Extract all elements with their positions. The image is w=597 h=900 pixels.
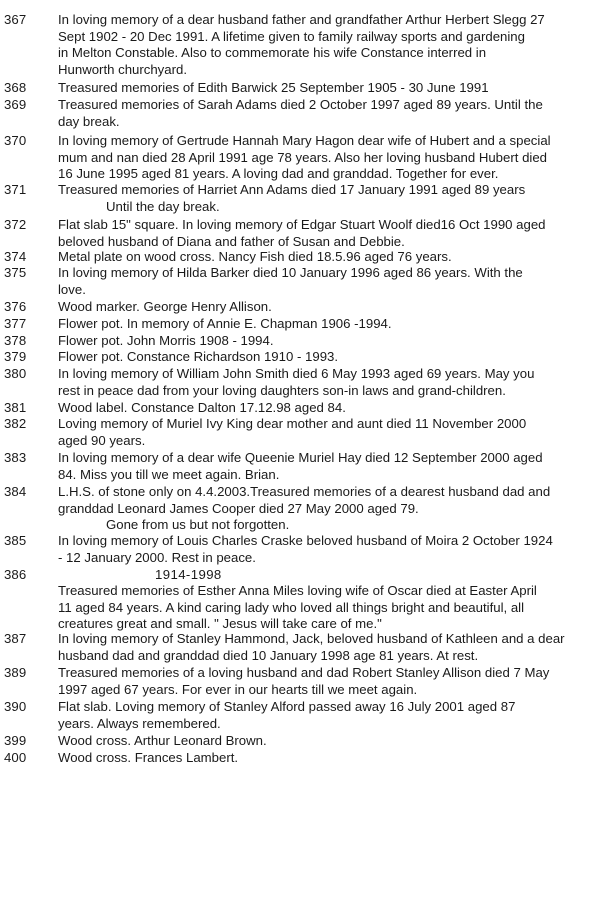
entry-line: rest in peace dad from your loving daughters son-in laws and grand-children.: [58, 382, 506, 398]
entry-text: [58, 12, 583, 78]
entry-line: Hunworth churchyard.: [58, 61, 188, 77]
entry-text: [58, 249, 583, 266]
entry-line: In loving memory of William John Smith died 6 May 1993 aged 69 years. May you: [58, 366, 535, 381]
year-range-label: 1914-1998: [155, 567, 222, 582]
entry-line: day break.: [58, 113, 120, 129]
entry-text: [58, 217, 583, 250]
entry-text: [58, 416, 583, 449]
entry-line: In loving memory of a dear wife Queenie Muriel Hay died 12 September 2000 aged: [58, 450, 543, 465]
entry-number: 381: [4, 400, 27, 415]
entry-number: 390: [4, 699, 27, 714]
entry-line: L.H.S. of stone only on 4.4.2003.Treasured memories of a dearest husband dad and: [58, 484, 551, 499]
entry-line: Flat slab 15" square. In loving memory of Edgar Stuart Woolf died16 Oct 1990 aged: [58, 217, 546, 232]
entry-line: Treasured memories of Sarah Adams died 2 October 1997 aged 89 years. Until the: [58, 97, 543, 112]
entry-number: 379: [4, 349, 27, 364]
entry-line: Wood cross. Arthur Leonard Brown.: [58, 733, 267, 748]
entry-line: 16 June 1995 aged 81 years. A loving dad and granddad. Together for ever.: [58, 166, 499, 181]
entry-text: [58, 533, 583, 566]
entry-number: 375: [4, 265, 27, 280]
entry-line: Flower pot. In memory of Annie E. Chapman 1906 -1994.: [58, 316, 392, 331]
entry-number: 369: [4, 97, 27, 112]
entry-number: 368: [4, 80, 27, 95]
entry-number: 372: [4, 217, 27, 232]
entry-line: 1997 aged 67 years. For ever in our hearts till we meet again.: [58, 681, 418, 697]
entry-line: In loving memory of Gertrude Hannah Mary Hagon dear wife of Hubert and a special: [58, 133, 551, 148]
entry-line: Wood cross. Frances Lambert.: [58, 750, 239, 765]
entry-line: In loving memory of Stanley Hammond, Jack, beloved husband of Kathleen and a dear: [58, 631, 565, 646]
entry-text: [58, 316, 583, 333]
entry-line: Treasured memories of Harriet Ann Adams died 17 January 1991 aged 89 years: [58, 182, 526, 197]
entry-text: [58, 484, 583, 534]
entry-number: 389: [4, 665, 27, 680]
entry-text: [58, 299, 583, 316]
entry-text: [58, 631, 583, 664]
entry-number: 370: [4, 133, 27, 148]
entry-line: 84. Miss you till we meet again. Brian.: [58, 466, 280, 482]
entry-line: Flower pot. Constance Richardson 1910 - 1993.: [58, 349, 339, 364]
entry-line: love.: [58, 281, 86, 297]
entry-line: years. Always remembered.: [58, 715, 221, 731]
entry-line: Metal plate on wood cross. Nancy Fish died 18.5.96 aged 76 years.: [58, 249, 452, 264]
entry-text: [58, 333, 583, 350]
entry-number: 377: [4, 316, 27, 331]
entry-number: 380: [4, 366, 27, 381]
entry-text: [58, 349, 583, 366]
entry-line: Gone from us but not forgotten.: [106, 517, 290, 532]
entry-line: Flower pot. John Morris 1908 - 1994.: [58, 333, 274, 348]
entry-line: Wood marker. George Henry Allison.: [58, 299, 272, 314]
entry-line: Treasured memories of a loving husband and dad Robert Stanley Allison died 7 May: [58, 665, 550, 680]
entry-text: [58, 80, 583, 97]
entry-line: In loving memory of a dear husband father and grandfather Arthur Herbert Slegg 27: [58, 12, 545, 27]
entry-line: mum and nan died 28 April 1991 age 78 years. Also her loving husband Hubert died: [58, 149, 547, 165]
entry-number: 374: [4, 249, 27, 264]
entry-number: 387: [4, 631, 27, 646]
entry-line: creatures great and small. " Jesus will take care of me.": [58, 616, 382, 631]
entry-line: granddad Leonard James Cooper died 27 May 2000 aged 79.: [58, 500, 419, 516]
entry-line: In loving memory of Hilda Barker died 10 January 1996 aged 86 years. With the: [58, 265, 523, 280]
entry-line: Until the day break.: [106, 198, 220, 214]
entry-line: aged 90 years.: [58, 432, 146, 448]
entry-line: beloved husband of Diana and father of Susan and Debbie.: [58, 233, 405, 249]
entry-text: [58, 450, 583, 483]
entry-number: 383: [4, 450, 27, 465]
entry-text: [58, 133, 583, 183]
entry-text: [58, 733, 583, 750]
entry-number: 400: [4, 750, 27, 765]
entry-number: 382: [4, 416, 27, 431]
entry-line: - 12 January 2000. Rest in peace.: [58, 549, 256, 565]
entry-text: [58, 750, 583, 767]
entry-line: Treasured memories of Edith Barwick 25 September 1905 - 30 June 1991: [58, 80, 489, 95]
entry-line: Treasured memories of Esther Anna Miles loving wife of Oscar died at Easter April: [58, 583, 537, 598]
entry-number: 367: [4, 12, 27, 27]
entry-number: 384: [4, 484, 27, 499]
entry-line: Flat slab. Loving memory of Stanley Alford passed away 16 July 2001 aged 87: [58, 699, 516, 714]
entry-text: [58, 665, 583, 698]
entry-number: 386: [4, 567, 27, 582]
entry-number: 376: [4, 299, 27, 314]
entry-number: 399: [4, 733, 27, 748]
entry-line: husband dad and granddad died 10 January 1998 age 81 years. At rest.: [58, 647, 479, 663]
entry-line: In loving memory of Louis Charles Craske beloved husband of Moira 2 October 1924: [58, 533, 553, 548]
entry-number: 378: [4, 333, 27, 348]
entry-line: Loving memory of Muriel Ivy King dear mother and aunt died 11 November 2000: [58, 416, 527, 431]
entry-number: 385: [4, 533, 27, 548]
entry-text: [58, 366, 583, 399]
entry-text: [58, 699, 583, 732]
entry-text: [58, 400, 583, 417]
entry-text: [58, 265, 583, 298]
entry-line: Wood label. Constance Dalton 17.12.98 aged 84.: [58, 400, 346, 415]
entry-line: 11 aged 84 years. A kind caring lady who loved all things bright and beautiful, all: [58, 599, 525, 615]
entry-text: [58, 182, 583, 215]
entry-number: 371: [4, 182, 27, 197]
entry-text: [58, 97, 583, 130]
entry-text: [58, 583, 583, 633]
entry-line: Sept 1902 - 20 Dec 1991. A lifetime given to family railway sports and gardening: [58, 28, 525, 44]
entry-line: in Melton Constable. Also to commemorate his wife Constance interred in: [58, 45, 487, 60]
